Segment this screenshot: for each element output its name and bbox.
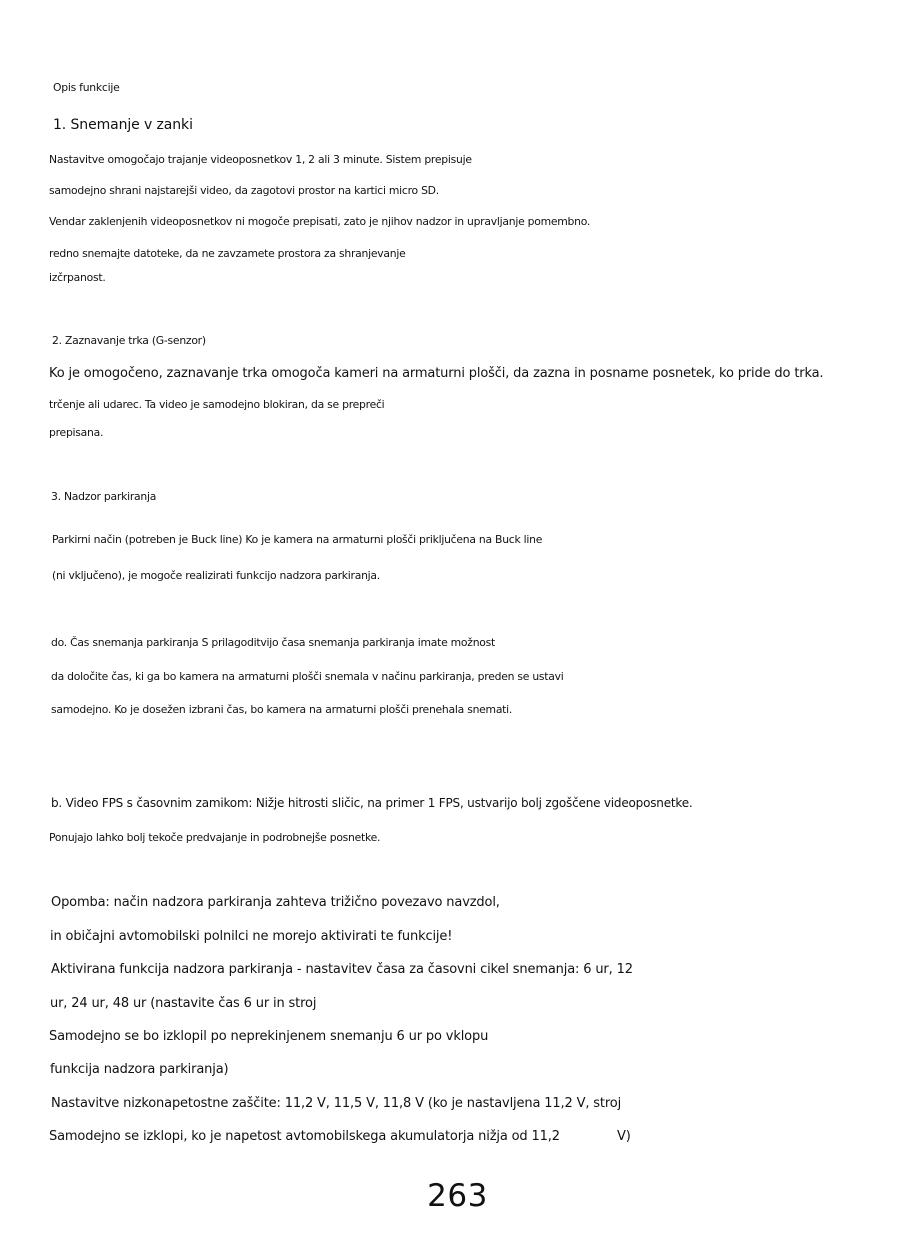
section-2-line: trčenje ali udarec. Ta video je samodejno blokiran, da se prepreči — [49, 398, 385, 411]
note-line: Nastavitve nizkonapetostne zaščite: 11,2 V, 11,5 V, 11,8 V (ko je nastavljena 11,2 V, stroj — [51, 1096, 622, 1111]
note-line: Aktivirana funkcija nadzora parkiranja - nastavitev časa za časovni cikel snemanja: 6 ur, 12 — [51, 962, 633, 977]
section-1-line: Nastavitve omogočajo trajanje videoposnetkov 1, 2 ali 3 minute. Sistem prepisuje — [49, 153, 472, 166]
section-3-line: Parkirni način (potreben je Buck line) Ko je kamera na armaturni plošči priključena na Buck line — [52, 533, 543, 546]
note-line: Samodejno se izklopi, ko je napetost avtomobilskega akumulatorja nižja od 11,2 — [49, 1129, 560, 1144]
section-1-line: Vendar zaklenjenih videoposnetkov ni mogoče prepisati, zato je njihov nadzor in upravljanje pomembno. — [49, 215, 591, 228]
subsection-b-line: Ponujajo lahko bolj tekoče predvajanje in podrobnejše posnetke. — [49, 831, 381, 844]
section-2-title: 2. Zaznavanje trka (G-senzor) — [52, 334, 206, 347]
note-line: ur, 24 ur, 48 ur (nastavite čas 6 ur in stroj — [50, 996, 317, 1011]
section-3-line: (ni vključeno), je mogoče realizirati funkcijo nadzora parkiranja. — [52, 569, 380, 582]
note-line: Opomba: način nadzora parkiranja zahteva trižično povezavo navzdol, — [51, 895, 500, 910]
note-line-unit: V) — [617, 1129, 631, 1144]
section-2-line: prepisana. — [49, 426, 104, 439]
subsection-a-line: do. Čas snemanja parkiranja S prilagoditvijo časa snemanja parkiranja imate možnost — [51, 636, 496, 649]
subsection-a-line: samodejno. Ko je dosežen izbrani čas, bo kamera na armaturni plošči prenehala snemati. — [51, 703, 513, 716]
note-line: in običajni avtomobilski polnilci ne morejo aktivirati te funkcije! — [50, 929, 453, 944]
note-line: Samodejno se bo izklopil po neprekinjenem snemanju 6 ur po vklopu — [49, 1029, 489, 1044]
section-2-line: Ko je omogočeno, zaznavanje trka omogoča kameri na armaturni plošči, da zazna in posname posnetek, ko pride do trka. — [49, 366, 824, 381]
subsection-a-line: da določite čas, ki ga bo kamera na armaturni plošči snemala v načinu parkiranja, preden se ustavi — [51, 670, 564, 683]
section-1-line: redno snemajte datoteke, da ne zavzamete prostora za shranjevanje — [49, 247, 406, 260]
section-1-line: samodejno shrani najstarejši video, da zagotovi prostor na kartici micro SD. — [49, 184, 439, 197]
section-3-title: 3. Nadzor parkiranja — [51, 490, 157, 503]
note-line: funkcija nadzora parkiranja) — [50, 1062, 229, 1077]
section-1-line: izčrpanost. — [49, 271, 106, 284]
page-number: 263 — [427, 1178, 488, 1214]
subsection-b-line: b. Video FPS s časovnim zamikom: Nižje hitrosti sličic, na primer 1 FPS, ustvarijo bolj zgoščene videoposnetke. — [51, 796, 693, 810]
page-header: Opis funkcije — [53, 81, 120, 94]
section-1-title: 1. Snemanje v zanki — [53, 117, 193, 133]
